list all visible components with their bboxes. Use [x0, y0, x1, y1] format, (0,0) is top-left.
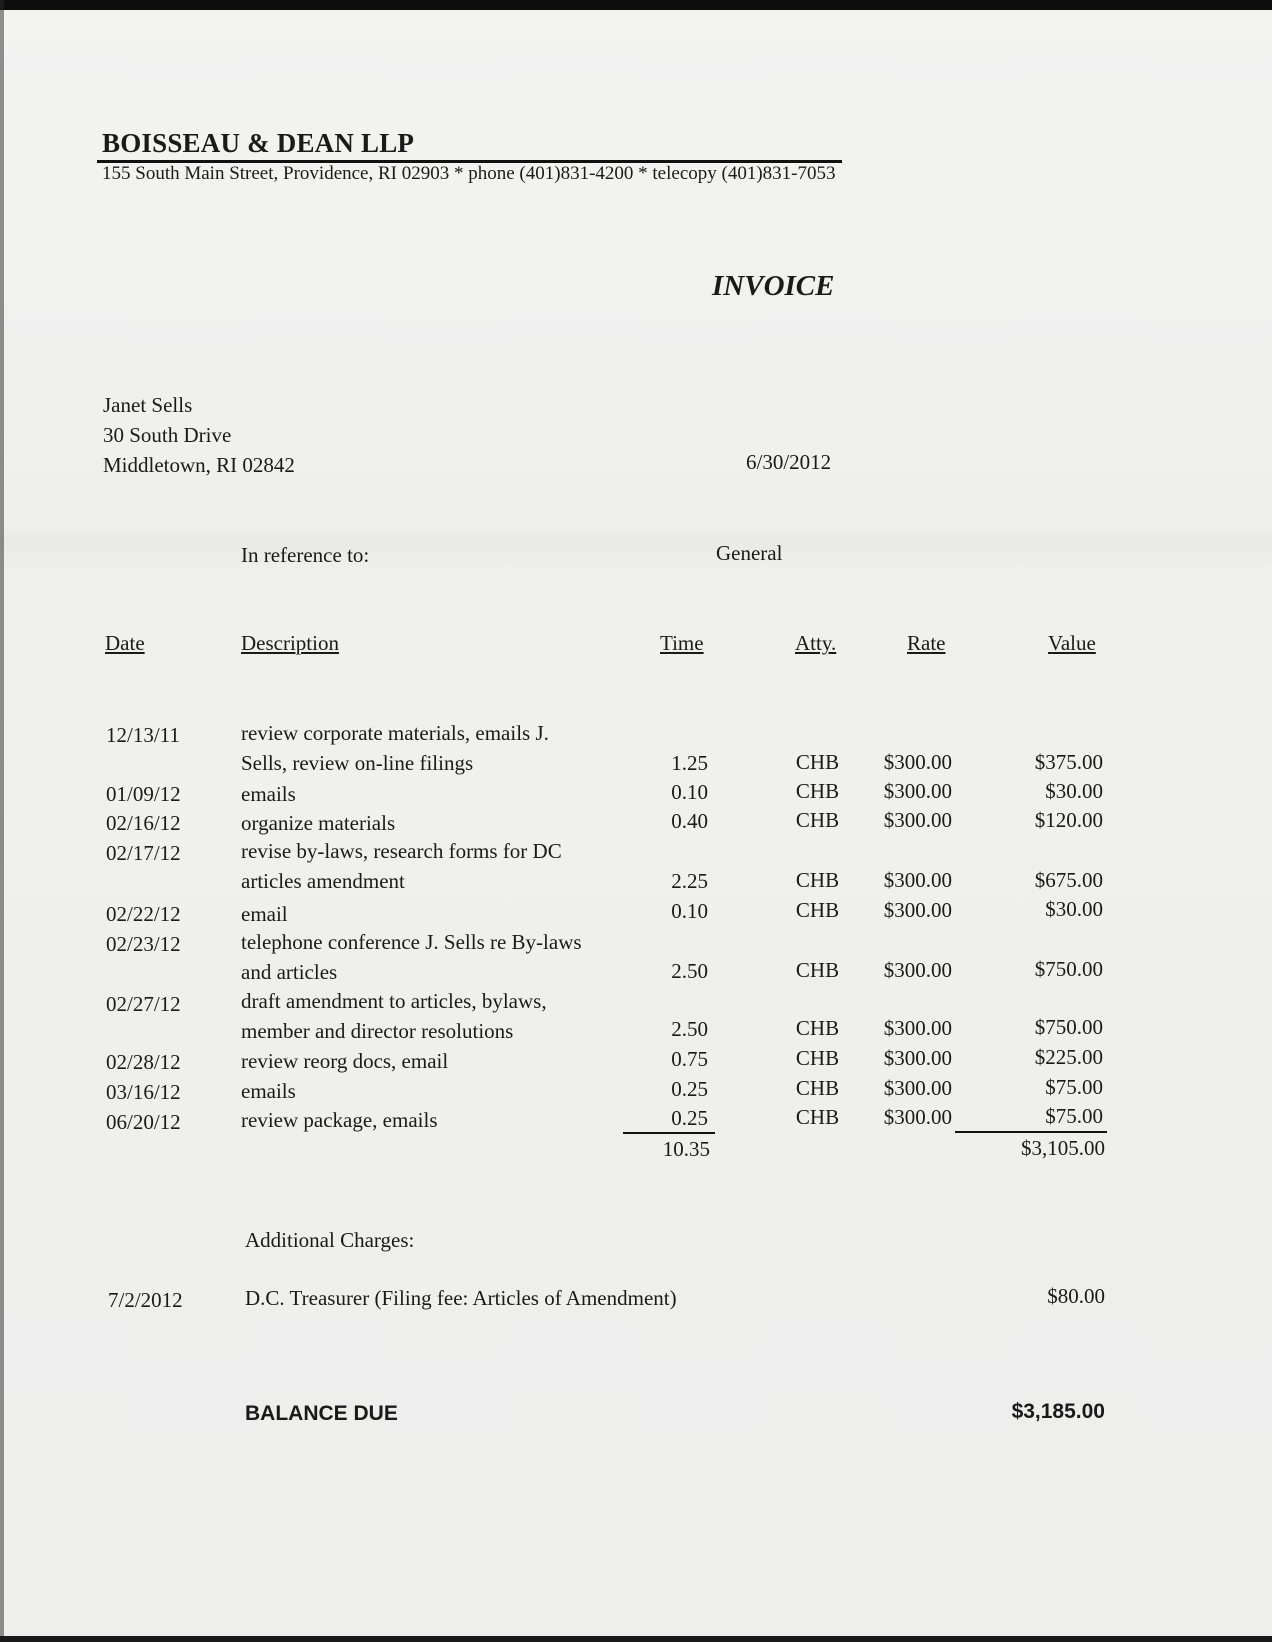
entry-time: 2.25: [671, 869, 708, 893]
entry-value: $75.00: [1045, 1075, 1103, 1099]
entry-rate: $300.00: [883, 808, 952, 832]
column-header-rate: Rate: [907, 631, 946, 655]
entry-atty: CHB: [795, 898, 840, 922]
entry-atty: CHB: [795, 1046, 840, 1070]
invoice-title: INVOICE: [712, 270, 835, 302]
entry-description-continued: member and director resolutions: [241, 1019, 514, 1043]
entry-time: 0.10: [671, 899, 708, 923]
entry-rate: $300.00: [883, 1076, 952, 1100]
invoice-date: 6/30/2012: [746, 450, 832, 474]
entry-description: email: [241, 902, 288, 926]
entry-rate: $300.00: [883, 1105, 952, 1129]
scan-left-edge: [0, 0, 4, 1642]
entry-rate: $300.00: [883, 868, 952, 892]
entry-time: 0.10: [671, 780, 708, 804]
reference-value: General: [716, 541, 783, 565]
firm-address: 155 South Main Street, Providence, RI 02903 * phone (401)831-4200 * telecopy (401)831-7053: [102, 163, 836, 184]
total-time: 10.35: [662, 1137, 710, 1161]
entry-atty: CHB: [795, 808, 840, 832]
scan-top-border: [0, 0, 1272, 10]
entry-rate: $300.00: [883, 958, 952, 982]
entry-description: organize materials: [241, 811, 396, 835]
entry-time: 1.25: [671, 751, 708, 775]
entry-date: 02/23/12: [106, 932, 181, 956]
entry-description: review reorg docs, email: [241, 1049, 449, 1073]
entry-rate: $300.00: [883, 779, 952, 803]
entry-rate: $300.00: [883, 1046, 952, 1070]
column-header-time: Time: [660, 631, 704, 655]
entry-date: 06/20/12: [106, 1110, 181, 1134]
entry-description: review package, emails: [241, 1108, 438, 1132]
entry-date: 02/28/12: [106, 1050, 181, 1074]
entry-value: $30.00: [1045, 897, 1103, 921]
scan-bottom-border: [0, 1636, 1272, 1642]
additional-charge-amount: $80.00: [1047, 1284, 1105, 1308]
total-value: $3,105.00: [1021, 1136, 1105, 1160]
entry-date: 12/13/11: [106, 723, 180, 747]
entry-value: $75.00: [1045, 1104, 1103, 1128]
additional-charges-label: Additional Charges:: [245, 1228, 415, 1252]
entry-description-continued: and articles: [241, 960, 338, 984]
entry-atty: CHB: [795, 958, 840, 982]
entry-description: draft amendment to articles, bylaws,: [241, 989, 547, 1013]
balance-due-label: BALANCE DUE: [245, 1402, 398, 1425]
balance-due-amount: $3,185.00: [1011, 1400, 1105, 1423]
client-street: 30 South Drive: [103, 423, 232, 447]
value-total-rule: [955, 1131, 1107, 1133]
entry-value: $30.00: [1045, 779, 1103, 803]
column-header-atty: Atty.: [795, 631, 837, 655]
entry-time: 0.25: [671, 1106, 708, 1130]
entry-value: $375.00: [1034, 750, 1103, 774]
firm-name: BOISSEAU & DEAN LLP: [102, 128, 415, 158]
entry-description: emails: [241, 1079, 296, 1103]
entry-description: review corporate materials, emails J.: [241, 721, 549, 745]
additional-charge-description: D.C. Treasurer (Filing fee: Articles of Amendment): [245, 1286, 677, 1310]
entry-date: 03/16/12: [106, 1080, 181, 1104]
entry-value: $750.00: [1034, 957, 1103, 981]
entry-atty: CHB: [795, 750, 840, 774]
entry-rate: $300.00: [883, 750, 952, 774]
entry-value: $675.00: [1034, 868, 1103, 892]
entry-date: 02/22/12: [106, 902, 181, 926]
entry-date: 02/27/12: [106, 992, 181, 1016]
entry-time: 0.75: [671, 1047, 708, 1071]
additional-charge-date: 7/2/2012: [108, 1288, 183, 1312]
entry-atty: CHB: [795, 779, 840, 803]
entry-atty: CHB: [795, 868, 840, 892]
entry-time: 0.25: [671, 1077, 708, 1101]
column-header-date: Date: [105, 631, 145, 655]
entry-rate: $300.00: [883, 898, 952, 922]
entry-date: 02/17/12: [106, 841, 181, 865]
entry-value: $120.00: [1034, 808, 1103, 832]
entry-time: 0.40: [671, 809, 708, 833]
column-header-description: Description: [241, 631, 339, 655]
entry-description: emails: [241, 782, 296, 806]
entry-atty: CHB: [795, 1105, 840, 1129]
entry-value: $225.00: [1034, 1045, 1103, 1069]
entry-date: 02/16/12: [106, 811, 181, 835]
entry-time: 2.50: [671, 1017, 708, 1041]
entry-atty: CHB: [795, 1016, 840, 1040]
entry-date: 01/09/12: [106, 782, 181, 806]
client-city: Middletown, RI 02842: [103, 453, 295, 477]
entry-description: telephone conference J. Sells re By-laws: [241, 930, 582, 954]
reference-label: In reference to:: [241, 543, 370, 567]
entry-description-continued: Sells, review on-line filings: [241, 751, 474, 775]
entry-rate: $300.00: [883, 1016, 952, 1040]
time-total-rule: [623, 1132, 715, 1134]
entry-atty: CHB: [795, 1076, 840, 1100]
entry-time: 2.50: [671, 959, 708, 983]
entry-description-continued: articles amendment: [241, 869, 405, 893]
column-header-value: Value: [1048, 631, 1096, 655]
entry-value: $750.00: [1034, 1015, 1103, 1039]
client-name: Janet Sells: [103, 393, 193, 417]
entry-description: revise by-laws, research forms for DC: [241, 839, 562, 863]
